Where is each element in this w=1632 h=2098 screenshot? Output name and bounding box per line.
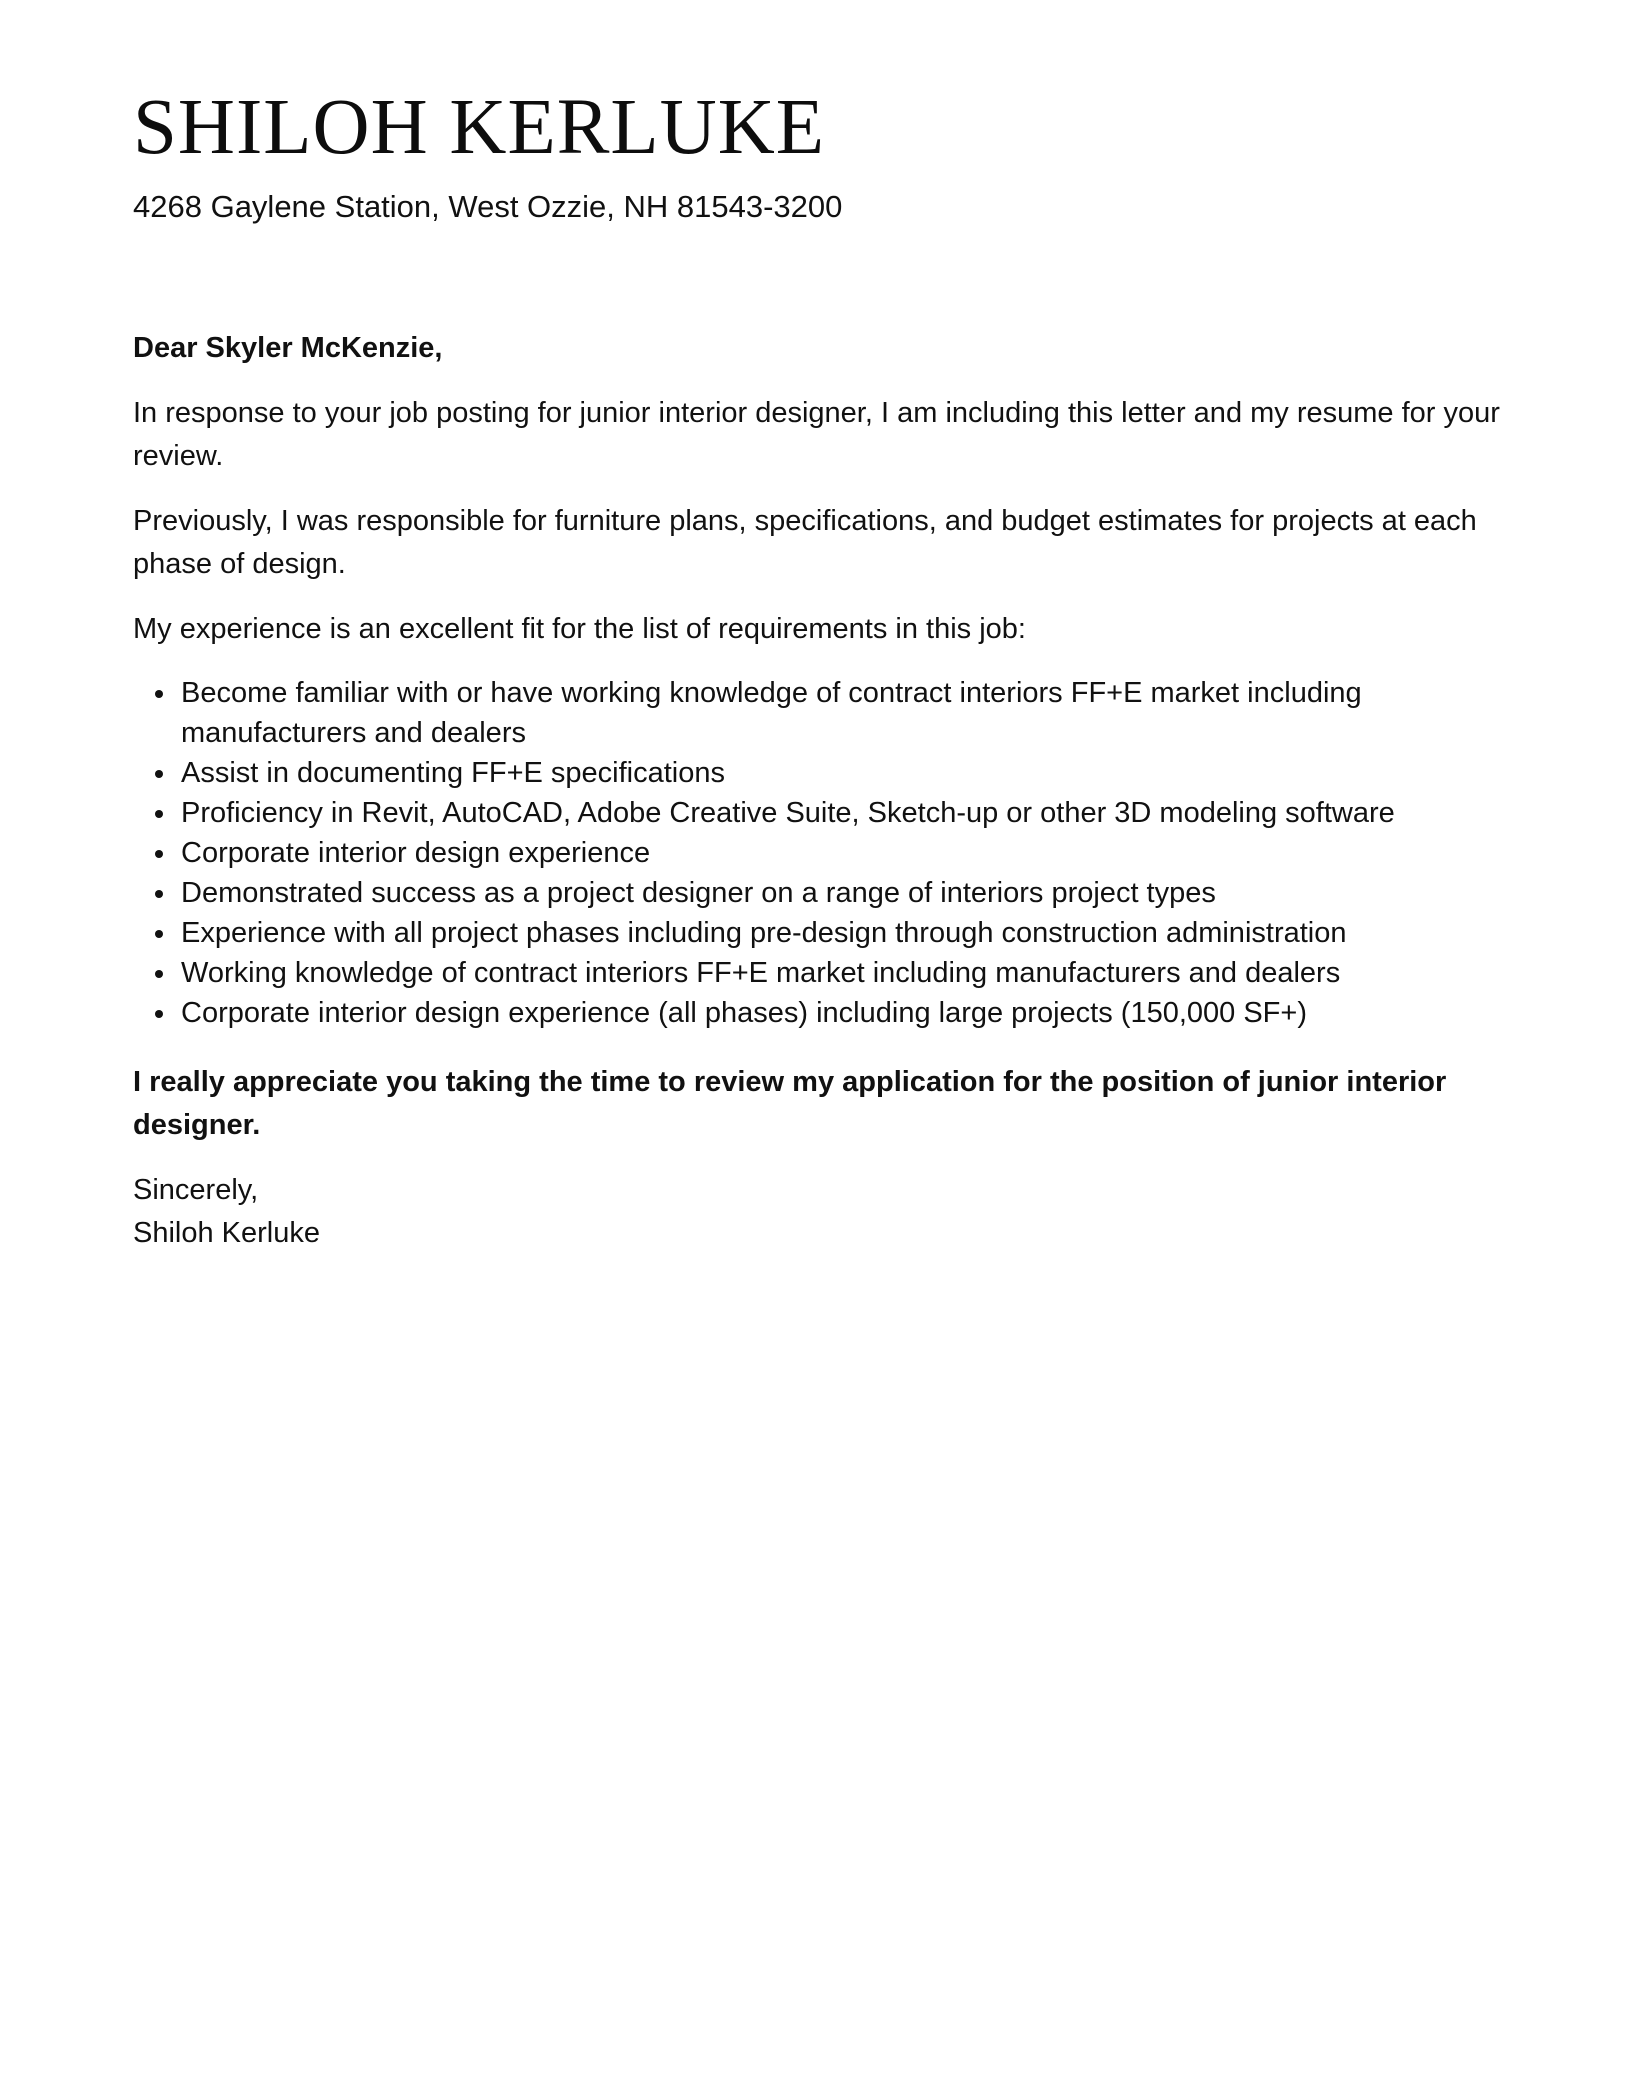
requirements-list xyxy=(133,673,1503,1033)
salutation: Dear Skyler McKenzie, xyxy=(133,332,443,364)
list-item: Corporate interior design experience xyxy=(133,833,1503,873)
paragraph-experience: Previously, I was responsible for furniture plans, specifications, and budget estimates for projects at each phase of design. xyxy=(133,505,1477,580)
paragraph-fit: My experience is an excellent fit for the list of requirements in this job: xyxy=(133,613,1026,645)
signature-name: Shiloh Kerluke xyxy=(133,1217,320,1249)
list-item: Proficiency in Revit, AutoCAD, Adobe Creative Suite, Sketch-up or other 3D modeling software xyxy=(133,793,1503,833)
letter-body xyxy=(133,327,1503,1255)
list-item: Become familiar with or have working knowledge of contract interiors FF+E market including manufacturers and dealers xyxy=(133,673,1503,753)
signoff: Sincerely, xyxy=(133,1174,259,1206)
signoff-block xyxy=(133,1169,1503,1255)
list-item: Working knowledge of contract interiors FF+E market including manufacturers and dealers xyxy=(133,953,1503,993)
list-item: Corporate interior design experience (all phases) including large projects (150,000 SF+) xyxy=(133,993,1503,1033)
applicant-address: 4268 Gaylene Station, West Ozzie, NH 81543-3200 xyxy=(133,189,843,224)
list-item: Experience with all project phases including pre-design through construction administration xyxy=(133,913,1503,953)
closing-statement: I really appreciate you taking the time to review my application for the position of junior interior designer. xyxy=(133,1066,1447,1141)
applicant-name: SHILOH KERLUKE xyxy=(133,84,826,171)
paragraph-intro: In response to your job posting for junior interior designer, I am including this letter and my resume for your review. xyxy=(133,397,1500,472)
cover-letter-page xyxy=(133,80,1503,1255)
list-item: Demonstrated success as a project designer on a range of interiors project types xyxy=(133,873,1503,913)
list-item: Assist in documenting FF+E specifications xyxy=(133,753,1503,793)
